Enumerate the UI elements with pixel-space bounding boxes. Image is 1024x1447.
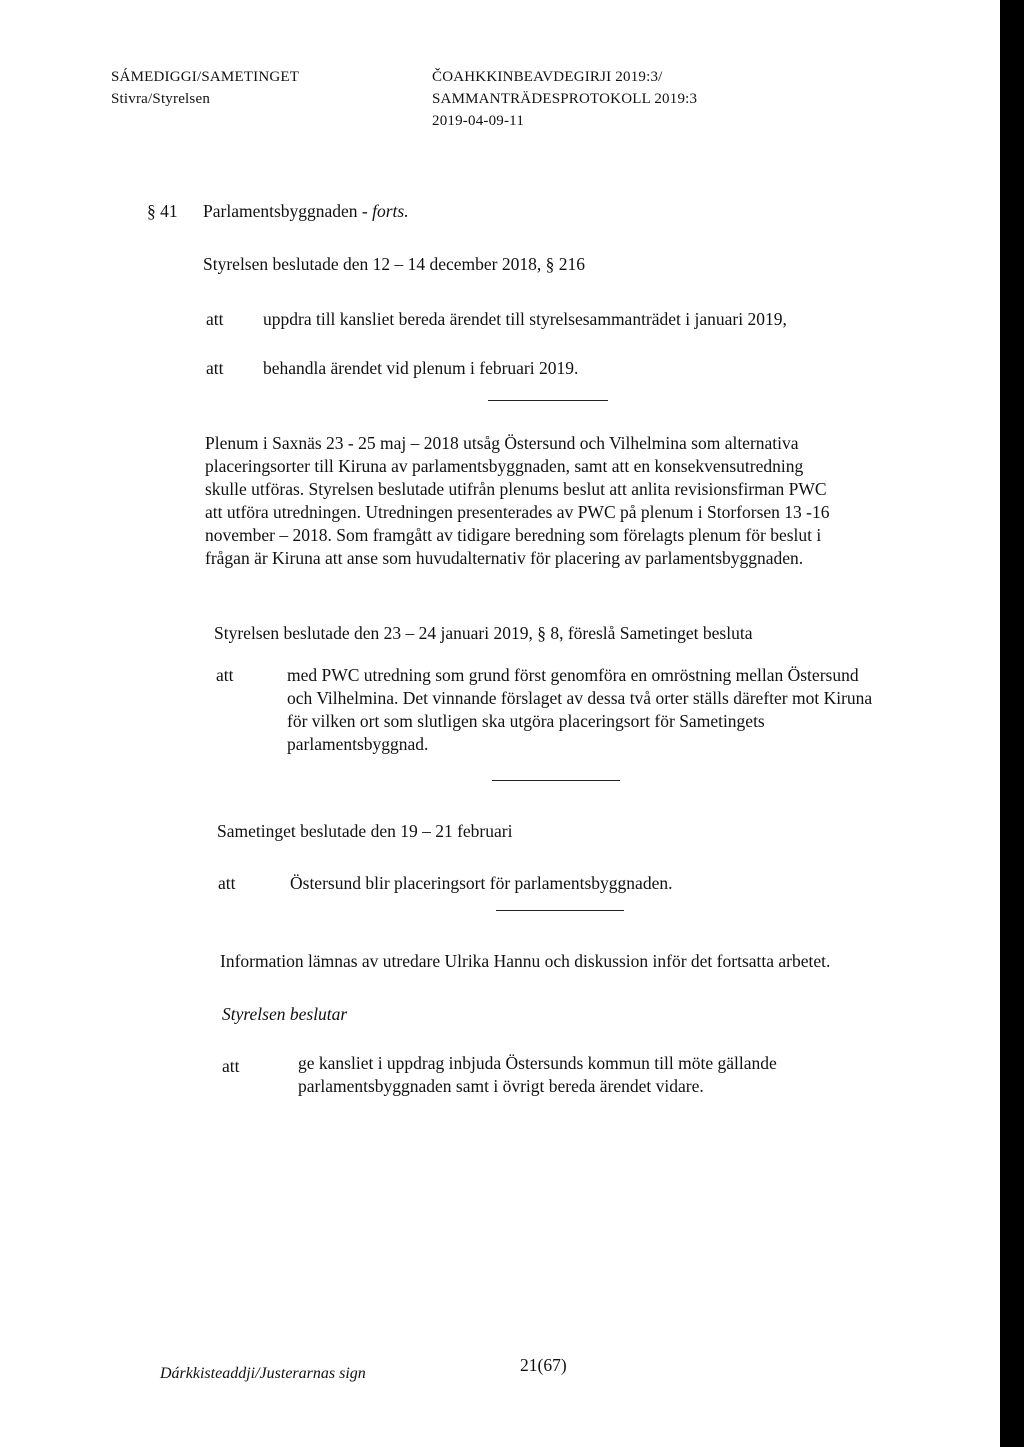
paragraph-line: med PWC utredning som grund först genomföra en omröstning mellan Östersund xyxy=(287,665,859,685)
paragraph-line: ge kansliet i uppdrag inbjuda Östersunds kommun till möte gällande xyxy=(298,1053,777,1073)
paragraph-line: parlamentsbyggnaden samt i övrigt bereda ärendet vidare. xyxy=(298,1076,704,1096)
information-line: Information lämnas av utredare Ulrika Hannu och diskussion inför det fortsatta arbetet. xyxy=(220,951,831,971)
section-title xyxy=(203,200,409,223)
separator-line xyxy=(488,400,608,401)
paragraph-line: och Vilhelmina. Det vinnande förslaget av dessa två orter ställs därefter mot Kiruna xyxy=(287,688,873,708)
paragraph-line: november – 2018. Som framgått av tidigare beredning som förelagts plenum för beslut i xyxy=(205,525,822,545)
att-label: att xyxy=(206,358,224,378)
section-title-main: Parlamentsbyggnaden - xyxy=(203,201,373,221)
att-label: att xyxy=(222,1056,240,1076)
org-unit: Stivra/Styrelsen xyxy=(111,91,211,107)
separator-line xyxy=(492,780,620,781)
paragraph-line: för vilken ort som slutligen ska utgöra placeringsort för Sametingets xyxy=(287,711,765,731)
att-label: att xyxy=(216,665,234,685)
att-label: att xyxy=(218,873,236,893)
section-title-continued: forts. xyxy=(372,201,409,221)
sametinget-intro: Sametinget beslutade den 19 – 21 februari xyxy=(217,821,513,841)
decision-2019-intro: Styrelsen beslutade den 23 – 24 januari 2019, § 8, föreslå Sametinget besluta xyxy=(214,623,753,643)
protocol-title-sv: SAMMANTRÄDESPROTOKOLL 2019:3 xyxy=(432,91,698,107)
paragraph-line: att utföra utredningen. Utredningen presenterades av PWC på plenum i Storforsen 13 -16 xyxy=(205,502,830,522)
decision-2018-item: uppdra till kansliet bereda ärendet till styrelsesammanträdet i januari 2019, xyxy=(263,309,787,329)
org-name: SÁMEDIGGI/SAMETINGET xyxy=(111,69,300,85)
att-label: att xyxy=(206,309,224,329)
separator-line xyxy=(496,910,624,911)
paragraph-line: frågan är Kiruna att anse som huvudalternativ för placering av parlamentsbyggnaden. xyxy=(205,548,804,568)
protocol-title-sami: ČOAHKKINBEAVDEGIRJI 2019:3/ xyxy=(432,69,663,85)
paragraph-line: Plenum i Saxnäs 23 - 25 maj – 2018 utsåg Östersund och Vilhelmina som alternativa xyxy=(205,433,799,453)
paragraph-line: placeringsorter till Kiruna av parlamentsbyggnaden, samt att en konsekvensutredning xyxy=(205,456,804,476)
decision-2019-text xyxy=(287,664,872,756)
protocol-dates: 2019-04-09-11 xyxy=(432,113,525,129)
decision-2018-item: behandla ärendet vid plenum i februari 2019. xyxy=(263,358,579,378)
page-number: 21(67) xyxy=(520,1355,567,1375)
paragraph-line: skulle utföras. Styrelsen beslutade utifrån plenums beslut att anlita revisionsfirman PWC xyxy=(205,479,827,499)
section-number: § 41 xyxy=(147,201,178,221)
plenum-paragraph xyxy=(205,432,829,570)
board-decides-heading: Styrelsen beslutar xyxy=(222,1004,348,1024)
sametinget-decision: Östersund blir placeringsort för parlamentsbyggnaden. xyxy=(290,873,673,893)
decision-2018-intro: Styrelsen beslutade den 12 – 14 december 2018, § 216 xyxy=(203,254,585,274)
paragraph-line: parlamentsbyggnad. xyxy=(287,734,429,754)
board-decision-text xyxy=(298,1052,777,1098)
signature-label: Dárkkisteaddji/Justerarnas sign xyxy=(160,1365,366,1382)
